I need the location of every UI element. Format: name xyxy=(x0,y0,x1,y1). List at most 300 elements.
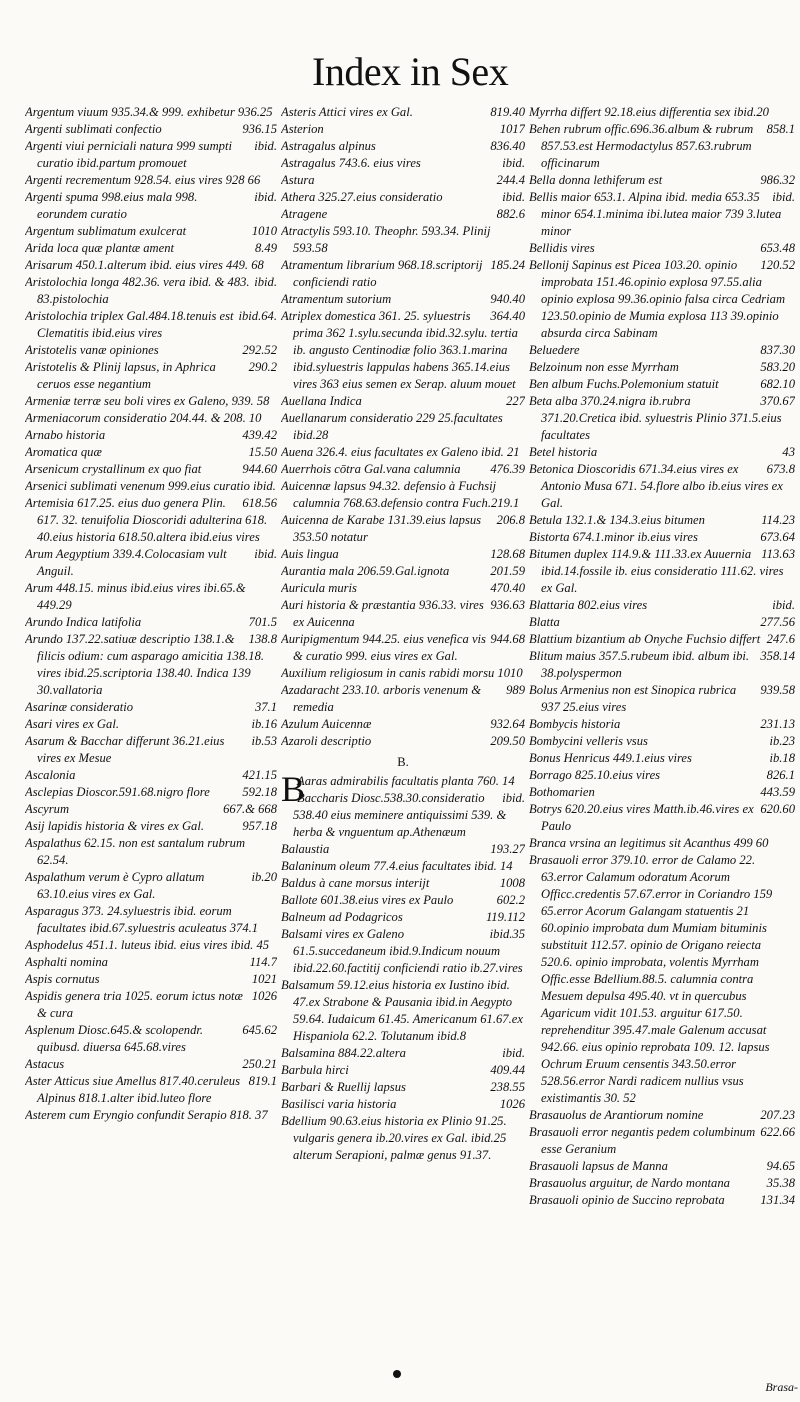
index-entry-page: 882.6 xyxy=(496,207,525,221)
catchword: Brasa- xyxy=(765,1380,798,1394)
index-entry-text: Azulum Auicennæ xyxy=(281,717,372,731)
index-entry xyxy=(281,892,525,909)
index-entry-text: Arsenicum crystallinum ex quo fiat xyxy=(25,462,202,476)
index-entry-text: Asphodelus 451.1. luteus ibid. eius vires ibid. 45 xyxy=(25,938,270,952)
index-entry-text: Barbari & Ruellij lapsus xyxy=(281,1080,406,1094)
index-entry-text: Argenti viui perniciali natura 999 sumpti curatio ibid.partum promouet xyxy=(25,139,232,170)
index-entry-text: Balsami vires ex Galeno 61.5.succedaneum ibid.9.Indicum nouum ibid.22.60.factitij conficiendi ratio ib.27.vires xyxy=(281,927,523,975)
index-entry-text: Bellonij Sapinus est Picea 103.20. opinio improbata 151.46.opinio explosa 97.55.alia opinio explosa 99.36.opinio falsa circa Cedriam 123.50.opinio de Mumia explosa 113 39.opinio absurda circa Sabinam xyxy=(529,258,786,340)
index-entry xyxy=(25,308,277,342)
index-entry xyxy=(25,342,277,359)
index-entry-page: 201.59 xyxy=(490,564,525,578)
index-entry xyxy=(529,1158,795,1175)
index-entry-page: 944.68 xyxy=(490,632,525,646)
index-entry-page: 837.30 xyxy=(760,343,795,357)
index-entry-page: 443.59 xyxy=(760,785,795,799)
index-entry-page: 653.48 xyxy=(760,241,795,255)
index-entry xyxy=(529,835,795,852)
index-entry-page: 858.1 xyxy=(766,122,795,136)
index-entry xyxy=(25,172,277,189)
index-entry-page: 114.7 xyxy=(249,955,277,969)
index-entry-page: 409.44 xyxy=(490,1063,525,1077)
index-entry-page: ibid. xyxy=(772,190,795,204)
index-entry-page: ib.20 xyxy=(251,870,277,884)
index-entry-page: ib.53 xyxy=(251,734,277,748)
index-entry-text: Arum 448.15. minus ibid.eius vires ibi.65.& 449.29 xyxy=(25,581,246,612)
ornament-dot xyxy=(393,1370,401,1378)
index-entry-page: 227 xyxy=(506,394,525,408)
index-entry-page: ibid. xyxy=(254,190,277,204)
index-entry xyxy=(25,1073,277,1107)
index-entry-text: Blattium bizantium ab Onyche Fuchsio differt xyxy=(529,632,761,646)
index-entry-page: 836.40 xyxy=(490,139,525,153)
index-entry-text: Arisarum 450.1.alterum ibid. eius vires 449. 68 xyxy=(25,258,264,272)
index-entry-text: Asteris Attici vires ex Gal. xyxy=(281,105,413,119)
index-entry-page: 701.5 xyxy=(248,615,277,629)
index-entry-page: ibid. xyxy=(254,139,277,153)
index-entry-text: Asclepias Dioscor.591.68.nigro flore xyxy=(25,785,210,799)
index-entry xyxy=(529,172,795,189)
index-entry-page: 826.1 xyxy=(766,768,795,782)
index-entry-page: 1026 xyxy=(499,1097,525,1111)
index-entry-text: Betonica Dioscoridis 671.34.eius vires ex Antonio Musa 671. 54.flore albo ib.eius vires ex Gal. xyxy=(529,462,783,510)
index-entry-page: 819.40 xyxy=(490,105,525,119)
index-entry-page: 1026 xyxy=(251,989,277,1003)
index-entry-text: Basilisci varia historia xyxy=(281,1097,397,1111)
index-entry xyxy=(25,784,277,801)
index-entry-page: 620.60 xyxy=(760,802,795,816)
index-entry-page: 439.42 xyxy=(242,428,277,442)
index-entry-page: 35.38 xyxy=(766,1176,795,1190)
index-entry-text: Argenti sublimati confectio xyxy=(25,122,162,136)
index-entry-page: 936.15 xyxy=(242,122,277,136)
index-entry xyxy=(281,172,525,189)
index-entry-text: Barbula hirci xyxy=(281,1063,349,1077)
index-entry-text: Asarum & Bacchar differunt 36.21.eius vires ex Mesue xyxy=(25,734,225,765)
index-entry-text: Aristotelis & Plinij lapsus, in Aphrica ceruos esse negantium xyxy=(25,360,216,391)
index-entry-page: 193.27 xyxy=(490,842,525,856)
index-entry xyxy=(281,478,525,512)
index-entry-text: Balaustia xyxy=(281,842,330,856)
index-entry-text: Aristotelis vanæ opiniones xyxy=(25,343,159,357)
section-letter-heading: B. xyxy=(397,755,409,769)
index-entry xyxy=(25,444,277,461)
index-entry xyxy=(25,223,277,240)
index-entry xyxy=(25,716,277,733)
index-entry-page: ibid. xyxy=(254,547,277,561)
index-entry xyxy=(281,223,525,257)
index-entry-page: 206.8 xyxy=(496,513,525,527)
index-entry xyxy=(25,546,277,580)
index-entry-text: Artemisia 617.25. eius duo genera Plin. 617. 32. tenuifolia Dioscoridi adulterina 618. 40.eius historia 618.50.altera ibid.eius vires xyxy=(25,496,268,544)
index-entry xyxy=(281,393,525,410)
index-entry-text: Botrys 620.20.eius vires Matth.ib.46.vires ex Paulo xyxy=(529,802,754,833)
index-entry xyxy=(25,767,277,784)
index-entry xyxy=(529,121,795,172)
index-entry-page: 244.4 xyxy=(496,173,525,187)
index-entry-text: Asarinæ consideratio xyxy=(25,700,134,714)
index-entry xyxy=(25,410,277,427)
index-entry xyxy=(529,1175,795,1192)
index-entry-text: Aspalathum verum è Cypro allatum 63.10.eius vires ex Gal. xyxy=(25,870,205,901)
index-entry xyxy=(25,427,277,444)
index-entry xyxy=(25,954,277,971)
index-entry xyxy=(25,240,277,257)
index-entry-page: 231.13 xyxy=(760,717,795,731)
index-entry xyxy=(281,1113,525,1164)
index-entry-page: 673.8 xyxy=(766,462,795,476)
index-entry-text: Brasauolus de Arantiorum nomine xyxy=(529,1108,704,1122)
index-entry-page: 1008 xyxy=(499,876,525,890)
index-entry xyxy=(281,206,525,223)
index-entry-page: 470.40 xyxy=(490,581,525,595)
index-entry-page: 667.& 668 xyxy=(223,802,277,816)
index-entry-text: Arida loca quæ plantæ ament xyxy=(25,241,175,255)
index-entry-page: 936.63 xyxy=(490,598,525,612)
index-entry xyxy=(529,733,795,750)
index-entry-text: Baldus à cane morsus interijt xyxy=(281,876,430,890)
index-entry xyxy=(25,1107,277,1124)
index-entry-text: Astragalus 743.6. eius vires xyxy=(281,156,421,170)
index-entry xyxy=(529,750,795,767)
index-entry xyxy=(25,138,277,172)
index-entry xyxy=(529,1124,795,1158)
index-entry-page: ibid. xyxy=(502,156,525,170)
index-entry-text: Asphalti nomina xyxy=(25,955,108,969)
index-entry xyxy=(529,801,795,835)
index-entry-text: Atramentum librarium 968.18.scriptorij conficiendi ratio xyxy=(281,258,483,289)
index-entry-text: Asplenum Diosc.645.& scolopendr. quibusd. diuersa 645.68.vires xyxy=(25,1023,204,1054)
index-entry-text: Auena 326.4. eius facultates ex Galeno ibid. 21 xyxy=(281,445,520,459)
index-entry-text: Asari vires ex Gal. xyxy=(25,717,119,731)
index-column-1 xyxy=(25,104,277,1389)
index-entry-text: Asij lapidis historia & vires ex Gal. xyxy=(25,819,204,833)
index-entry xyxy=(529,631,795,648)
index-entry-page: 238.55 xyxy=(490,1080,525,1094)
index-entry xyxy=(281,682,525,716)
index-entry-text: Auis lingua xyxy=(281,547,339,561)
index-entry-text: Aspidis genera tria 1025. eorum ictus notæ & cura xyxy=(25,989,243,1020)
index-entry xyxy=(281,665,525,682)
index-entry-text: Aurantia mala 206.59.Gal.ignota xyxy=(281,564,450,578)
index-entry-page: ibid. xyxy=(502,190,525,204)
index-entry-page: 15.50 xyxy=(248,445,277,459)
index-entry-page: 131.34 xyxy=(760,1193,795,1207)
index-entry xyxy=(529,1192,795,1209)
index-entry xyxy=(25,971,277,988)
index-entry-text: Blatta xyxy=(529,615,560,629)
index-entry-text: Betula 132.1.& 134.3.eius bitumen xyxy=(529,513,705,527)
index-entry xyxy=(281,189,525,206)
index-entry-page: 209.50 xyxy=(490,734,525,748)
index-entry-page: 113.63 xyxy=(761,547,795,561)
index-entry-page: 207.23 xyxy=(760,1108,795,1122)
index-entry-text: Bistorta 674.1.minor ib.eius vires xyxy=(529,530,698,544)
index-entry-text: Astragalus alpinus xyxy=(281,139,376,153)
index-entry xyxy=(529,529,795,546)
index-entry-page: 957.18 xyxy=(242,819,277,833)
index-entry xyxy=(25,818,277,835)
index-entry-page: 114.23 xyxy=(761,513,795,527)
index-entry-page: 8.49 xyxy=(254,241,277,255)
index-entry xyxy=(25,869,277,903)
index-entry-page: ibid. xyxy=(254,275,277,289)
index-entry xyxy=(25,1056,277,1073)
index-entry xyxy=(281,308,525,393)
index-entry-page: ibid. xyxy=(502,1046,525,1060)
index-entry-text: Arnabo historia xyxy=(25,428,106,442)
index-entry xyxy=(281,546,525,563)
index-entry-page: ib.16 xyxy=(251,717,277,731)
page-title: Index in Sex xyxy=(312,49,509,94)
index-entry-page: 1010 xyxy=(251,224,277,238)
index-entry-text: Bothomarien xyxy=(529,785,595,799)
index-entry-text: Ballote 601.38.eius vires ex Paulo xyxy=(281,893,454,907)
index-entry-text: Bellis maior 653.1. Alpina ibid. media 653.35 minor 654.1.minima ibi.lutea maior 739 3.lutea minor xyxy=(529,190,782,238)
index-entry xyxy=(25,121,277,138)
index-entry xyxy=(25,580,277,614)
index-entry xyxy=(25,988,277,1022)
index-entry xyxy=(281,1096,525,1113)
index-entry xyxy=(281,858,525,875)
index-entry-text: Auripigmentum 944.25. eius venefica vis & curatio 999. eius vires ex Gal. xyxy=(281,632,486,663)
index-entry xyxy=(529,784,795,801)
index-entry-page: 421.15 xyxy=(242,768,277,782)
index-entry-text: Atractylis 593.10. Theophr. 593.34. Plinij 593.58 xyxy=(281,224,491,255)
index-entry xyxy=(529,614,795,631)
index-column-3 xyxy=(529,104,795,1389)
index-entry-text: Behen rubrum offic.696.36.album & rubrum 857.53.est Hermodactylus 857.63.rubrum officinarum xyxy=(529,122,754,170)
index-entry xyxy=(25,631,277,699)
index-entry-text: Betel historia xyxy=(529,445,598,459)
index-entry xyxy=(529,240,795,257)
index-entry-page: 602.2 xyxy=(496,893,525,907)
index-entry-page: 939.58 xyxy=(760,683,795,697)
index-entry xyxy=(281,291,525,308)
index-entry xyxy=(281,977,525,1045)
index-entry xyxy=(529,376,795,393)
index-entry xyxy=(529,359,795,376)
index-entry-text: Ascyrum xyxy=(25,802,70,816)
index-entry-page: 819.1 xyxy=(248,1074,277,1088)
index-entry-page: 290.2 xyxy=(248,360,277,374)
index-entry xyxy=(281,461,525,478)
index-entry xyxy=(25,461,277,478)
index-entry xyxy=(281,716,525,733)
index-entry-text: Bdellium 90.63.eius historia ex Plinio 91.25. vulgaris genera ib.20.vires ex Gal. ibid.25 alterum Serapioni, palmæ genus 91.37. xyxy=(281,1114,507,1162)
index-entry-text: Balsamina 884.22.altera xyxy=(281,1046,406,1060)
index-entry xyxy=(281,1079,525,1096)
index-entry-text: Argenti recrementum 928.54. eius vires 928 66 xyxy=(25,173,261,187)
index-entry-page: ib.18 xyxy=(769,751,795,765)
index-entry-text: Aaras admirabilis facultatis planta 760. 14 xyxy=(297,774,515,788)
index-entry xyxy=(25,699,277,716)
index-entry-text: Aromatica quæ xyxy=(25,445,102,459)
index-entry-text: Balneum ad Podagricos xyxy=(281,910,403,924)
index-entry-text: Baccharis Diosc.538.30.consideratio 538.40 eius meminere antiquissimi 539. & herba & vnguentum ap.Athenæum xyxy=(293,791,507,839)
index-entry xyxy=(529,648,795,682)
index-entry-page: 37.1 xyxy=(254,700,277,714)
index-entry-text: Arundo Indica latifolia xyxy=(25,615,142,629)
index-entry-page: 119.112 xyxy=(485,910,525,924)
index-entry-text: Bellidis vires xyxy=(529,241,595,255)
index-entry-text: Argentum viuum 935.34.& 999. exhibetur 936.25 xyxy=(25,105,273,119)
index-entry xyxy=(281,875,525,892)
index-entry xyxy=(281,1045,525,1062)
index-entry xyxy=(281,512,525,546)
index-entry-text: Arundo 137.22.satiuæ descriptio 138.1.& filicis odium: cum asparago amicitia 138.18. vires ibid.25.scriptoria 138.40. Indica 139 30.vallatoria xyxy=(25,632,265,697)
index-entry xyxy=(529,597,795,614)
index-entry-page: ib.23 xyxy=(769,734,795,748)
index-entry xyxy=(25,1022,277,1056)
index-entry xyxy=(281,790,525,841)
index-entry xyxy=(529,1107,795,1124)
index-entry-page: 1021 xyxy=(251,972,277,986)
index-entry-text: Ascalonia xyxy=(25,768,76,782)
index-entry xyxy=(281,563,525,580)
index-entry xyxy=(281,121,525,138)
index-entry-text: Auri historia & præstantia 936.33. vires ex Auicenna xyxy=(281,598,484,629)
index-entry-page: 250.21 xyxy=(242,1057,277,1071)
index-entry-text: Myrrha differt 92.18.eius differentia sex ibid.20 xyxy=(529,105,769,119)
index-entry-text: Brasauoli error 379.10. error de Calamo 22. 63.error Calamum odoratum Acorum Officc.credentis 57.67.error in Coriandro 159 65.error Acorum Galangam statuentis 21 60.opinio improbata dum Mumiam bituminis substituit 112.57. opinio de Origano reiecta 520.6. opinio improbata, volentis Myrrham Offic.esse Bdellium.88.5. calumnia contra Mesuem depulsa 495.40. vt in quercubus Agaricum vidit 101.53. arguitur 617.50. reprehenditur 395.47.male Galenum accusat 942.66. eius opinio reprobata 109. 12. lapsus Ochrum Eruum censentis 343.50.error 528.56.error Nardi radicem nullius vsus existimantis 30. 52 xyxy=(529,853,773,1105)
index-entry-text: Auerrhois cōtra Gal.vana calumnia xyxy=(281,462,461,476)
index-entry-text: Arsenici sublimati venenum 999.eius curatio ibid. xyxy=(25,479,276,493)
index-entry xyxy=(25,274,277,308)
index-entry-text: Azadaracht 233.10. arboris venenum & remedia xyxy=(281,683,482,714)
index-entry-page: 138.8 xyxy=(248,632,277,646)
index-entry xyxy=(281,104,525,121)
index-entry xyxy=(281,138,525,155)
index-entry-text: Armeniæ terræ seu boli vires ex Galeno, 939. 58 xyxy=(25,394,270,408)
index-entry-page: 277.56 xyxy=(760,615,795,629)
index-entry-text: Astacus xyxy=(25,1057,65,1071)
index-entry xyxy=(25,801,277,818)
index-entry-page: ibid.64. xyxy=(238,309,277,323)
index-entry xyxy=(281,631,525,665)
index-entry xyxy=(25,257,277,274)
index-entry-page: 932.64 xyxy=(490,717,525,731)
index-entry-text: Blitum maius 357.5.rubeum ibid. album ibi. 38.polyspermon xyxy=(529,649,750,680)
index-entry-page: ibid. xyxy=(502,791,525,805)
index-entry-text: Auellana Indica xyxy=(281,394,362,408)
index-entry-page: 43 xyxy=(782,445,795,459)
index-entry-text: Aristolochia longa 482.36. vera ibid. & 483. 83.pistolochia xyxy=(25,275,250,306)
index-entry-page: 989 xyxy=(506,683,525,697)
index-entry-text: Auricula muris xyxy=(281,581,357,595)
index-entry xyxy=(281,1062,525,1079)
index-entry-text: Beluedere xyxy=(529,343,580,357)
index-entry-page: 673.64 xyxy=(760,530,795,544)
index-entry xyxy=(25,359,277,393)
index-entry xyxy=(25,478,277,495)
index-entry-text: Armeniacorum consideratio 204.44. & 208. 10 xyxy=(25,411,262,425)
index-entry xyxy=(25,189,277,223)
index-entry xyxy=(25,733,277,767)
index-entry-page: 247.6 xyxy=(766,632,795,646)
index-entry-text: Argenti spuma 998.eius mala 998. eorundem curatio xyxy=(25,190,198,221)
index-entry-page: 592.18 xyxy=(242,785,277,799)
index-entry-text: Astura xyxy=(281,173,315,187)
index-entry xyxy=(25,393,277,410)
index-entry-text: Argentum sublimatum exulcerat xyxy=(25,224,187,238)
index-entry-text: Atragene xyxy=(281,207,328,221)
index-entry xyxy=(25,937,277,954)
index-entry-text: Asparagus 373. 24.syluestris ibid. eorum facultates ibid.67.syluestris aculeatus 374.1 xyxy=(25,904,259,935)
index-entry-text: Aster Atticus siue Amellus 817.40.ceruleus Alpinus 818.1.alter ibid.luteo flore xyxy=(25,1074,241,1105)
index-entry xyxy=(25,835,277,869)
index-entry-page: ibid.35 xyxy=(489,927,525,941)
index-entry-text: Ben album Fuchs.Polemonium statuit xyxy=(529,377,719,391)
index-entry-page: 185.24 xyxy=(490,258,525,272)
index-entry xyxy=(281,597,525,631)
index-entry-text: Asterem cum Eryngio confundit Serapio 818. 37 xyxy=(25,1108,268,1122)
index-entry-text: Bitumen duplex 114.9.& 111.33.ex Auuernia ibid.14.fossile ib. eius consideratio 111.62. vires ex Gal. xyxy=(529,547,784,595)
index-entry-page: 476.39 xyxy=(490,462,525,476)
index-entry xyxy=(281,444,525,461)
index-entry-page: ibid. xyxy=(772,598,795,612)
index-entry-page: 986.32 xyxy=(760,173,795,187)
index-entry-text: Auxilium religiosum in canis rabidi morsu 1010 xyxy=(281,666,523,680)
index-entry xyxy=(529,104,795,121)
initial-capital-letter: B xyxy=(281,769,306,809)
index-entry-text: Borrago 825.10.eius vires xyxy=(529,768,661,782)
index-entry xyxy=(25,104,277,121)
index-entry-text: Brasauolus arguitur, de Nardo montana xyxy=(529,1176,730,1190)
index-entry-text: Bonus Henricus 449.1.eius vires xyxy=(529,751,692,765)
index-entry xyxy=(281,909,525,926)
index-entry-text: Aspis cornutus xyxy=(25,972,100,986)
index-entry xyxy=(25,903,277,937)
index-entry xyxy=(529,461,795,512)
index-entry-text: Athera 325.27.eius consideratio xyxy=(281,190,443,204)
index-entry-text: Bombycis historia xyxy=(529,717,621,731)
index-entry-page: 370.67 xyxy=(760,394,795,408)
index-entry xyxy=(281,580,525,597)
index-entry xyxy=(529,767,795,784)
index-entry-page: 622.66 xyxy=(760,1125,795,1139)
index-entry-text: Bolus Armenius non est Sinopica rubrica 937 25.eius vires xyxy=(529,683,737,714)
index-entry-text: Brasauoli opinio de Succino reprobata xyxy=(529,1193,725,1207)
index-entry-page: 944.60 xyxy=(242,462,277,476)
index-entry-text: Balaninum oleum 77.4.eius facultates ibid. 14 xyxy=(281,859,513,873)
index-entry-text: Brasauoli lapsus de Manna xyxy=(529,1159,668,1173)
index-entry xyxy=(281,841,525,858)
index-entry-text: Auicenna de Karabe 131.39.eius lapsus 353.50 notatur xyxy=(281,513,482,544)
index-entry-page: 364.40 xyxy=(490,309,525,323)
index-entry xyxy=(281,155,525,172)
index-entry-page: 940.40 xyxy=(490,292,525,306)
index-entry-text: Atriplex domestica 361. 25. syluestris prima 362 1.sylu.secunda ibid.32.sylu. tertia ib. angusto Centinodiæ folio 363.1.marina ibid.syluestris lappulas habens 365.14.eius vires 363 eius semen ex Serap. aluum mouet xyxy=(281,309,518,391)
index-entry-text: Asterion xyxy=(281,122,324,136)
index-entry-text: Bella donna lethiferum est xyxy=(529,173,663,187)
index-entry xyxy=(281,410,525,444)
index-column-2 xyxy=(281,104,525,1389)
index-entry-page: 682.10 xyxy=(760,377,795,391)
index-entry-text: Arum Aegyptium 339.4.Colocasiam vult Anguil. xyxy=(25,547,227,578)
index-entry-page: 1017 xyxy=(499,122,525,136)
index-entry-text: Atramentum sutorium xyxy=(281,292,392,306)
index-entry xyxy=(25,614,277,631)
index-entry xyxy=(529,189,795,240)
index-entry-text: Branca vrsina an legitimus sit Acanthus 499 60 xyxy=(529,836,769,850)
index-entry xyxy=(529,716,795,733)
index-entry xyxy=(529,512,795,529)
index-entry-page: 292.52 xyxy=(242,343,277,357)
index-entry xyxy=(281,733,525,750)
index-entry-text: Azaroli descriptio xyxy=(281,734,372,748)
index-entry-page: 358.14 xyxy=(760,649,795,663)
